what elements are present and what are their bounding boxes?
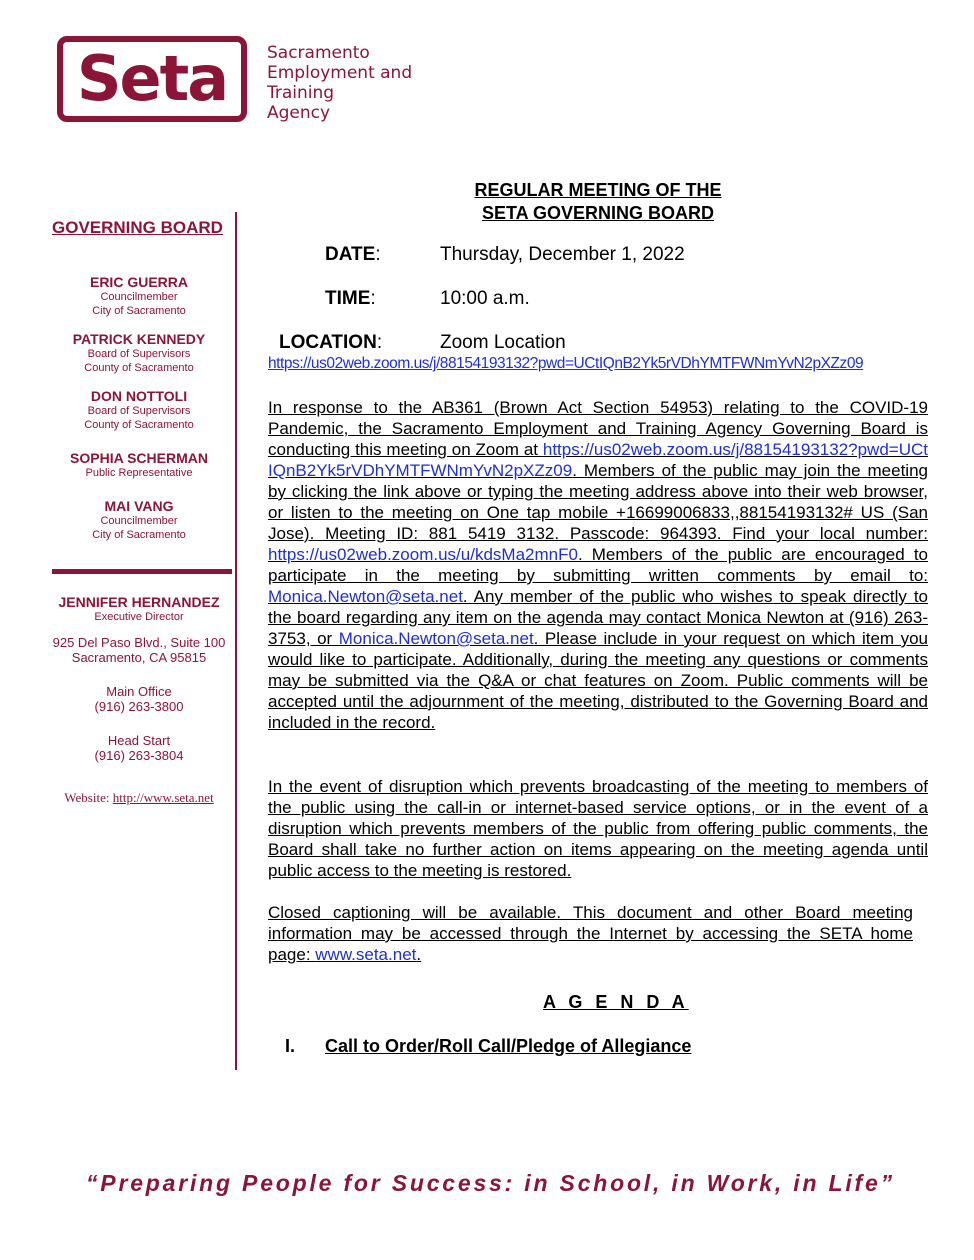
paragraph-text: . Members of the public may join the meeting by clicking the link above or typing the meeting address above into their web browser, or listen to the meeting on One tap mobile +16699006833,,88154193132# US (San Jose). Meeting ID: 881 5419 3132. Passcode: 964393. Find your local number: (268, 461, 928, 543)
member-name: MAI VANG (104, 498, 174, 514)
member-role: County of Sacramento (84, 362, 194, 374)
paragraph-text: Closed captioning will be available. This document and other Board meeting information may be accessed through the Internet by accessing the SETA home page: (268, 903, 913, 964)
title-line: REGULAR MEETING OF THE (474, 180, 722, 200)
sidebar (40, 218, 238, 806)
location-row: LOCATION: (279, 332, 383, 353)
seta-logo (57, 36, 247, 122)
time-label: TIME (325, 288, 371, 309)
executive-director (40, 594, 238, 624)
member-role: Board of Supervisors (87, 405, 191, 417)
time-row: TIME: (325, 288, 376, 309)
board-member (40, 331, 238, 375)
date-label: DATE (325, 244, 376, 265)
paragraph-text: In response to the AB361 (Brown Act Section 54953) relating to the COVID-19 Pandemic, the Sacramento Employment and Training Agency Governing Board is conducting this meeting on Zoom at (268, 398, 928, 459)
website-link[interactable]: http://www.seta.net (112, 790, 214, 805)
zoom-link-inline[interactable]: https://us02web.zoom.us/j/88154193132?pwd=UCtIQnB2Yk5rVDhYMTFWNmYvN2pXZz09 (268, 440, 928, 480)
agency-line: Sacramento (267, 43, 370, 63)
member-role: City of Sacramento (92, 305, 186, 317)
date-value: Thursday, December 1, 2022 (440, 244, 685, 265)
agenda-item-title: Call to Order/Roll Call/Pledge of Allegiance (325, 1036, 692, 1056)
board-member (40, 274, 238, 318)
paragraph-text: . (416, 945, 422, 964)
public-participation-paragraph (268, 397, 928, 733)
agency-line: Training (267, 83, 335, 103)
office-address (40, 635, 238, 665)
board-member (40, 450, 238, 480)
board-member (40, 498, 238, 542)
logo-wordmark: Seta (76, 42, 228, 115)
paragraph-text: . Members of the public are encouraged to participate in the meeting by submitting written comments by email to: (268, 545, 928, 585)
member-name: PATRICK KENNEDY (72, 331, 206, 347)
zoom-meeting-link[interactable]: https://us02web.zoom.us/j/88154193132?pwd=UCtIQnB2Yk5rVDhYMTFWNmYvN2pXZz09 (268, 355, 864, 372)
director-title: Executive Director (94, 611, 184, 623)
address-line: 925 Del Paso Blvd., Suite 100 (52, 635, 226, 650)
governing-board-title: GOVERNING BOARD (52, 218, 223, 237)
member-role: Councilmember (100, 515, 178, 527)
location-label: LOCATION (279, 332, 377, 353)
email-link[interactable]: Monica.Newton@seta.net (338, 629, 534, 648)
agency-name (267, 43, 412, 123)
paragraph-text: . Any member of the public who wishes to speak directly to the board regarding any item on the agenda may contact Monica Newton at (916) 263-3753, or (268, 587, 928, 648)
local-number-link[interactable]: https://us02web.zoom.us/u/kdsMa2mnF0 (268, 545, 578, 564)
meeting-title (420, 179, 776, 225)
title-line: SETA GOVERNING BOARD (481, 203, 714, 223)
address-line: Sacramento, CA 95815 (71, 650, 207, 665)
website-label: Website: (64, 790, 113, 805)
member-name: ERIC GUERRA (89, 274, 188, 290)
time-value: 10:00 a.m. (440, 288, 530, 309)
member-role: Councilmember (100, 291, 178, 303)
main-office-phone: (916) 263-3800 (94, 699, 184, 714)
email-link[interactable]: Monica.Newton@seta.net (268, 587, 463, 606)
member-name: DON NOTTOLI (90, 388, 188, 404)
member-name: SOPHIA SCHERMAN (70, 450, 208, 466)
agenda-item-number: I. (285, 1036, 296, 1056)
closed-captioning-paragraph (268, 902, 913, 965)
date-row: DATE: (325, 244, 381, 265)
director-name: JENNIFER HERNANDEZ (58, 594, 220, 610)
head-start-label: Head Start (107, 733, 171, 748)
agenda-heading: A G E N D A (543, 992, 689, 1012)
paragraph-text: . Please include in your request on which item you would like to participate. Additionally, during the meeting any questions or comments may be submitted via the Q&A or chat features on Zoom. Public comments will be accepted until the adjournment of the meeting, distributed to the Governing Board and included in the record. (268, 629, 929, 732)
member-role: Public Representative (85, 467, 193, 479)
head-start (40, 733, 238, 763)
member-role: County of Sacramento (84, 419, 194, 431)
agency-line: Employment and (267, 63, 413, 83)
head-start-phone: (916) 263-3804 (94, 748, 184, 763)
tagline: “Preparing People for Success: in School, in Work, in Life” (86, 1170, 895, 1196)
location-value: Zoom Location (440, 332, 566, 353)
seta-home-link[interactable]: www.seta.net (315, 945, 417, 964)
main-office-label: Main Office (106, 684, 172, 699)
member-role: Board of Supervisors (87, 348, 191, 360)
disruption-paragraph: In the event of disruption which prevents broadcasting of the meeting to members of the public using the call-in or internet-based service options, or in the event of a disruption which prevents members of the public from offering public comments, the Board shall take no further action on items appearing on the meeting agenda until public access to the meeting is restored. (268, 777, 928, 880)
main-office (40, 684, 238, 714)
board-member (40, 388, 238, 432)
agency-line: Agency (267, 103, 331, 123)
website (40, 790, 238, 806)
member-role: City of Sacramento (92, 529, 186, 541)
